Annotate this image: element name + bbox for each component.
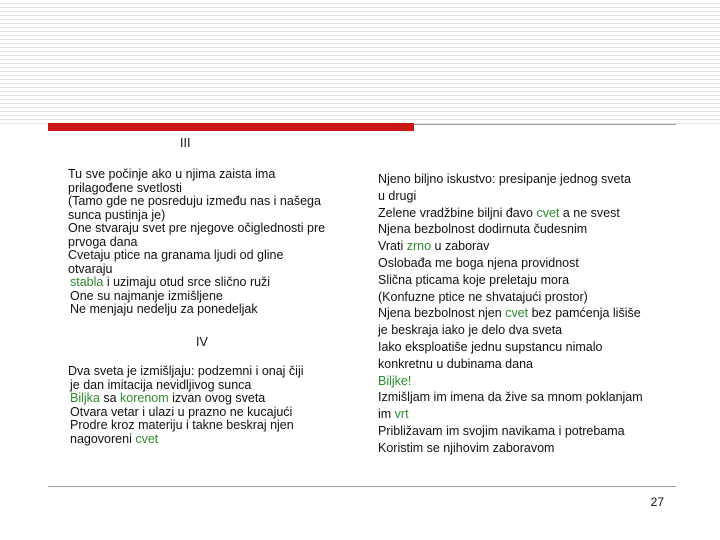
poem-line: Dva sveta je izmišljaju: podzemni i onaj čiji (68, 364, 304, 378)
poem-line: Izmišljam im imena da žive sa mnom poklanjam (378, 390, 643, 405)
poem-line: Iako eksploatiše jednu supstancu nimalo (378, 339, 603, 354)
poem-line: Zelene vradžbine biljni đavo cvet a ne svest (378, 205, 620, 220)
poem-line: (Tamo gde ne posreduju između nas i našega (68, 194, 321, 208)
poem-line: stabla i uzimaju otud srce slično ruži (70, 275, 271, 289)
highlight-word: Biljka (70, 391, 100, 405)
poem-line: Tu sve počinje ako u njima zaista ima (68, 167, 276, 181)
poem-line: konkretnu u dubinama dana (378, 356, 533, 371)
poem-line: Vrati zrno u zaborav (378, 239, 490, 254)
poem-line: sunca pustinja je) (68, 207, 166, 222)
bottom-divider (48, 486, 676, 487)
highlight-word: cvet (505, 306, 529, 321)
poem-line: (Konfuzne ptice ne shvatajući prostor) (378, 289, 588, 304)
highlight-word: korenom (120, 391, 169, 405)
poem-line: Njeno biljno iskustvo: presipanje jednog sveta (378, 172, 631, 186)
poem-line: Njena bezbolnost njen cvet bez pamćenja lišiše (378, 306, 641, 321)
poem-line (378, 373, 643, 390)
highlight-word: zrno (406, 239, 432, 254)
title-accent-bar (48, 123, 414, 131)
poem-line: je beskraja iako je delo dva sveta (378, 323, 563, 338)
poem-line: Oslobađa me boga njena providnost (378, 255, 579, 270)
poem-line: Prodre kroz materiju i takne beskraj njen (70, 418, 294, 432)
poem-line: Otvara vetar i ulazi u prazno ne kucajući (70, 404, 293, 419)
highlight-word: Biljke! (378, 373, 412, 388)
top-divider (414, 124, 676, 125)
poem-line: im vrt (378, 407, 409, 422)
poem-line: je dan imitacija nevidljivog sunca (70, 377, 252, 392)
poem-line: One su najmanje izmišljene (70, 288, 223, 303)
poem-line: One stvaraju svet pre njegove očiglednosti pre (68, 221, 326, 235)
highlight-word: cvet (135, 431, 159, 446)
poem-line: Ne menjaju nedelju za ponedeljak (70, 302, 258, 316)
poem-line: Njena bezbolnost dodirnuta čudesnim (378, 222, 588, 237)
poem-line: prilagođene svetlosti (68, 180, 182, 195)
poem-line: u drugi (378, 188, 417, 203)
section-heading-iv: IV (196, 335, 208, 349)
poem-line: Slična pticama koje preletaju mora (378, 272, 570, 287)
poem-line: prvoga dana (68, 234, 138, 249)
highlight-word: stabla (70, 275, 104, 289)
poem-line: Koristim se njihovim zaboravom (378, 440, 555, 455)
section-heading-iii: III (180, 136, 191, 150)
poem-right-column (378, 171, 643, 457)
poem-line: Cvetaju ptice na granama ljudi od gline (68, 248, 284, 262)
poem-line: nagovoreni cvet (70, 431, 159, 446)
poem-line: Približavam im svojim navikama i potrebama (378, 423, 625, 438)
poem-stanza-iv (68, 365, 304, 446)
poem-line: otvaraju (68, 261, 113, 276)
highlight-word: cvet (536, 205, 560, 220)
page-number: 27 (650, 495, 664, 509)
highlight-word: vrt (394, 407, 409, 422)
poem-stanza-iii (68, 168, 325, 317)
poem-line: Biljka sa korenom izvan ovog sveta (70, 391, 266, 405)
